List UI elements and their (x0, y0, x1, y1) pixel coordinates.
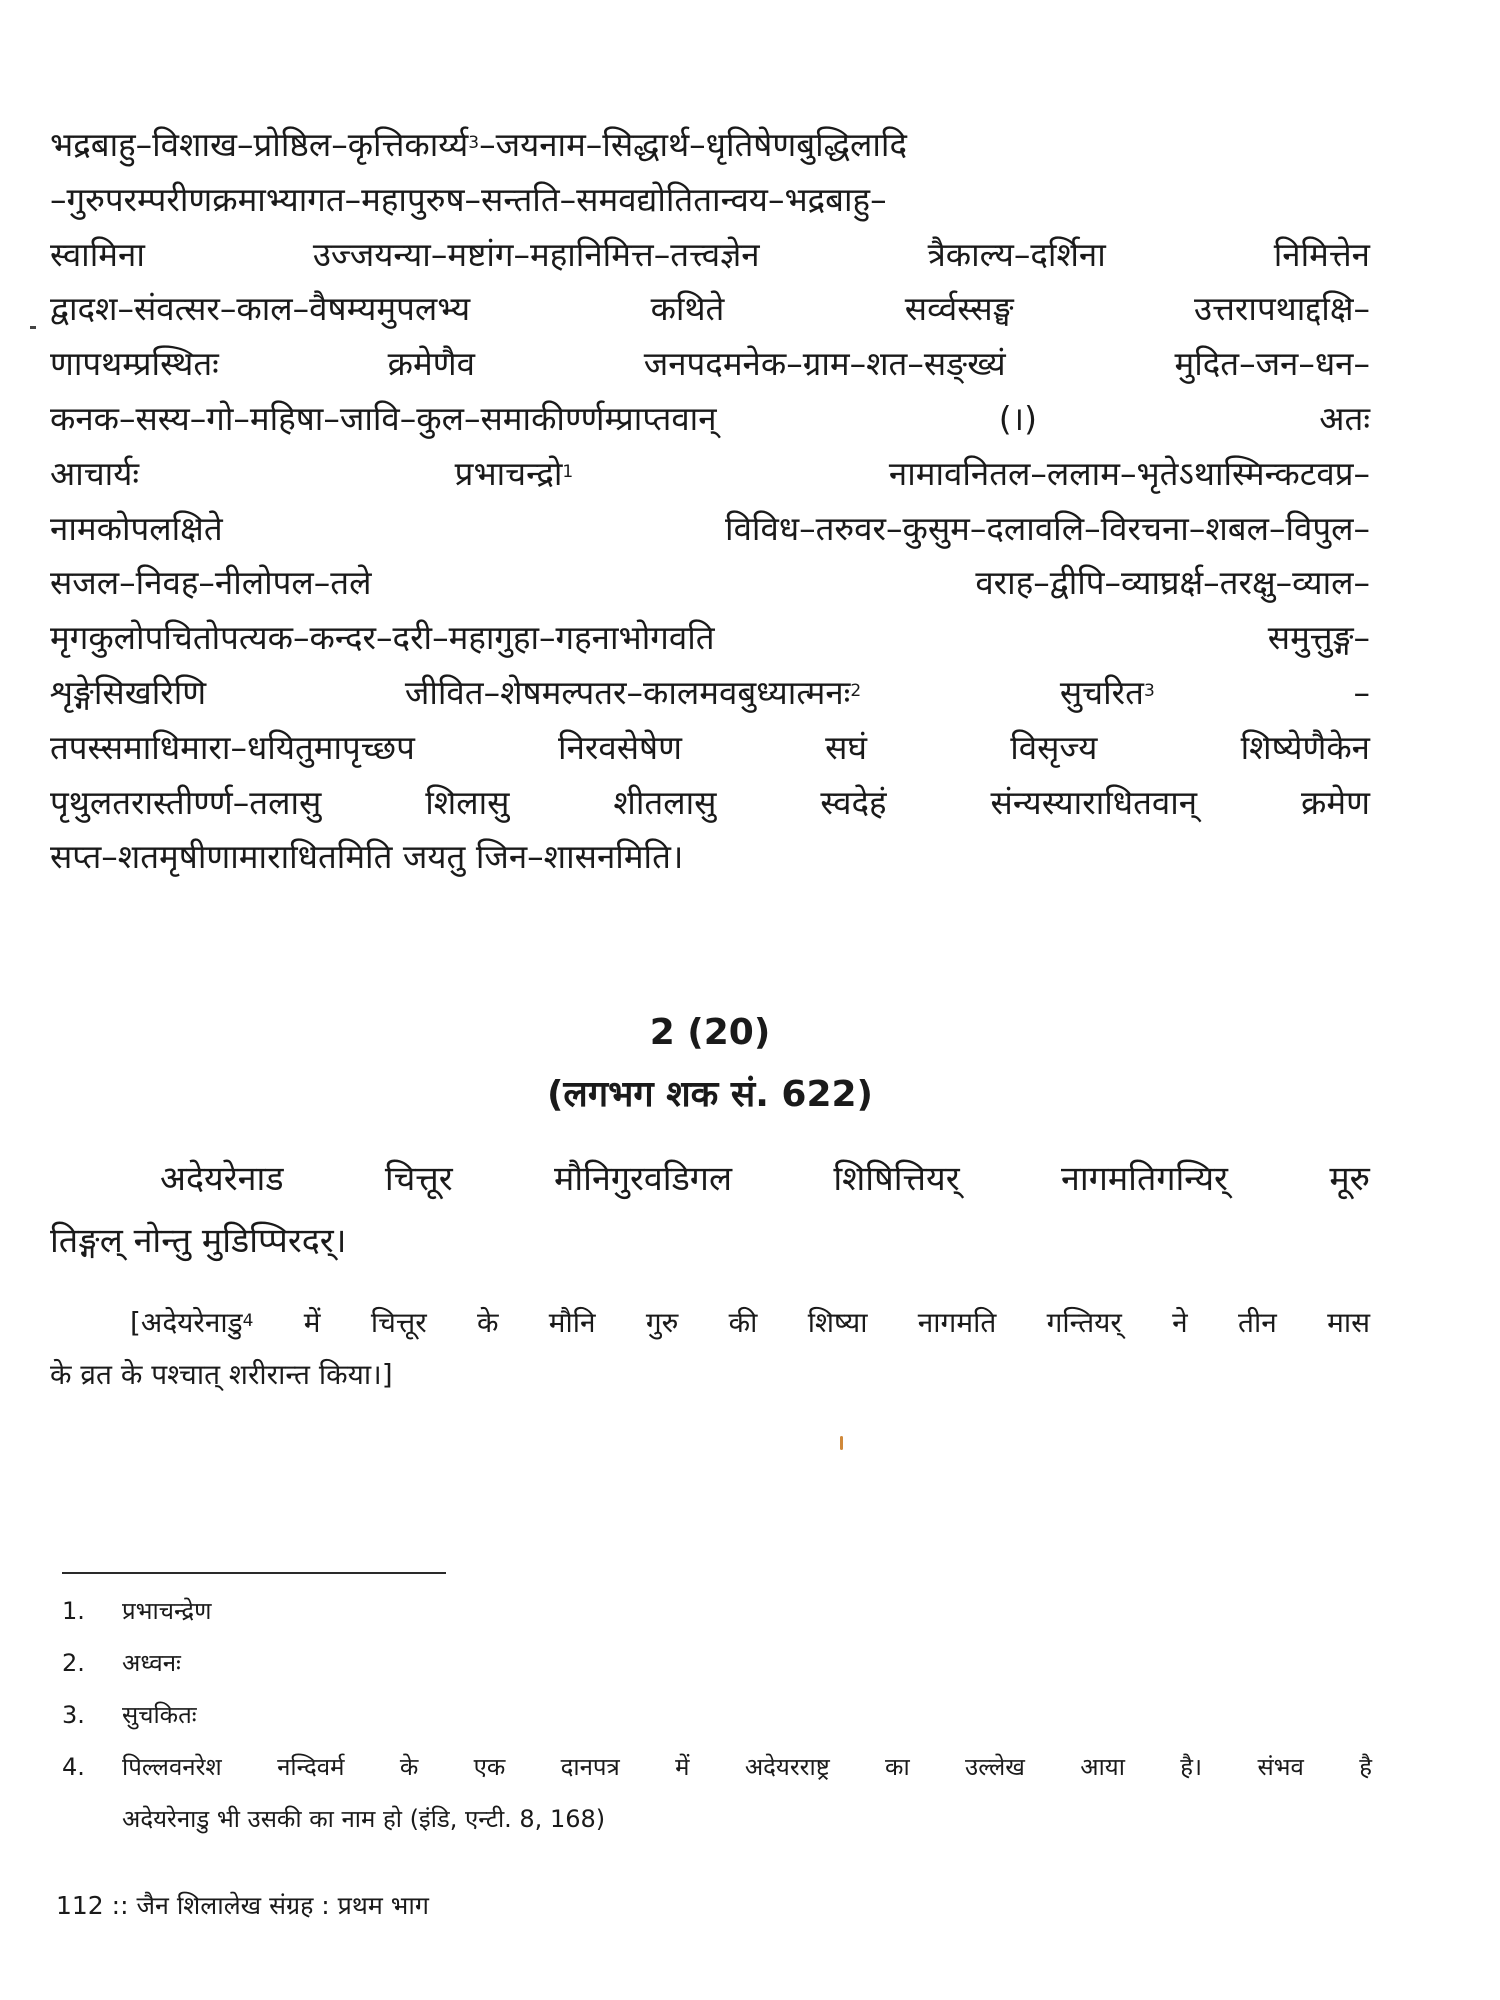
paragraph-line-5: णापथम्प्रस्थितः क्रमेणैव जनपदमनेक–ग्राम–शत–सङ्ख्यं मुदित–जन–धन– (50, 344, 1370, 384)
inscription-line-1: अदेयरेनाड चित्तूर मौनिगुरवडिगल शिषित्तियर् नागमतिगन्यिर् मूरु (160, 1159, 1370, 1199)
paragraph-line-10: मृगकुलोपचितोपत्यक–कन्दर–दरी–महागुहा–गहनाभोगवति समुत्तुङ्ग– (50, 618, 1370, 658)
paragraph-line-8: नामकोपलक्षिते विविध–तरुवर–कुसुम–दलावलि–विरचना–शबल–विपुल– (50, 508, 1370, 548)
inscription-line-2: तिङ्गल् नोन्तु मुडिप्पिरदर्। (50, 1221, 347, 1261)
page-footer: 112 :: जैन शिलालेख संग्रह : प्रथम भाग (56, 1891, 429, 1920)
paragraph-line-11: शृङ्गेसिखरिणि जीवित–शेषमल्पतर–कालमवबुध्यात्मनः$^2$ सुचरित$^3$ – (50, 672, 1370, 712)
translation-line-2: के व्रत के पश्चात् शरीरान्त किया।] (50, 1358, 393, 1391)
footnote-ref-3b: 3 (1143, 680, 1155, 701)
footnote-ref-2: 2 (850, 680, 862, 701)
paragraph-line-4: द्वादश–संवत्सर–काल–वैषम्यमुपलभ्य कथिते सर्व्वस्सङ्घ उत्तरापथाद्दक्षि– (50, 289, 1370, 329)
paragraph-line-14: सप्त–शतमृषीणामाराधितमिति जयतु जिन–शासनमिति। (50, 837, 684, 877)
footnote-divider (62, 1572, 446, 1574)
margin-mark (30, 326, 36, 329)
footnote-4: 4. पिल्लवनरेश नन्दिवर्म के एक दानपत्र में अदेयरराष्ट्र का उल्लेख आया है। संभव है (62, 1753, 1372, 1781)
paragraph-line-13: पृथुलतरास्तीर्ण्ण–तलासु शिलासु शीतलासु स्वदेहं संन्यस्याराधितवान् क्रमेण (50, 782, 1370, 822)
footnote-ref-1: 1 (562, 461, 574, 482)
ink-speck (840, 1436, 843, 1450)
footnote-2: 2. अध्वनः (62, 1649, 181, 1677)
paragraph-line-9: सजल–निवह–नीलोपल–तले वराह–द्वीपि–व्याघ्रर्क्ष–तरक्षु–व्याल– (50, 563, 1370, 603)
translation-line-1: [अदेयरेनाडु$^4$ में चित्तूर के मौनि गुरु की शिष्या नागमति गन्तियर् ने तीन मास (130, 1306, 1370, 1339)
footnote-1: 1. प्रभाचन्द्रेण (62, 1597, 212, 1625)
paragraph-line-6: कनक–सस्य–गो–महिषा–जावि–कुल–समाकीर्ण्णम्प्राप्तवान् (।) अतः (50, 398, 1370, 438)
paragraph-line-2: –गुरुपरम्परीणक्रमाभ्यागत–महापुरुष–सन्तति–समवद्योतितान्वय–भद्रबाहु– (50, 179, 887, 219)
footnote-ref-4: 4 (242, 1311, 254, 1331)
footnotes (62, 1585, 1372, 1845)
footnote-ref-3: 3 (468, 133, 480, 153)
hindi-translation (50, 1297, 1370, 1401)
paragraph-line-1: भद्रबाहु–विशाख–प्रोष्ठिल–कृत्तिकार्य्य$^3$–जयनाम–सिद्धार्थ–धृतिषेणबुद्धिलादि (50, 125, 907, 164)
inscription-date: (लगभग शक सं. 622) (546, 1074, 874, 1115)
paragraph-line-7: आचार्यः प्रभाचन्द्रो$^1$ नामावनितल–ललाम–भृतेऽथास्मिन्कटवप्र– (50, 453, 1370, 493)
inscription-text (50, 1148, 1370, 1272)
sanskrit-paragraph (50, 118, 1370, 885)
paragraph-line-12: तपस्समाधिमारा–धयितुमापृच्छप निरवसेषेण सघं विसृज्य शिष्येणैकेन (50, 727, 1370, 767)
paragraph-line-3: स्वामिना उज्जयन्या–मष्टांग–महानिमित्त–तत्त्वज्ञेन त्रैकाल्य–दर्शिना निमित्तेन (50, 234, 1370, 274)
footnote-4-continued: अदेयरेनाडु भी उसकी का नाम हो (इंडि, एन्टी. 8, 168) (122, 1805, 606, 1833)
inscription-number: 2 (20) (649, 1012, 771, 1053)
footnote-3: 3. सुचकितः (62, 1701, 197, 1729)
